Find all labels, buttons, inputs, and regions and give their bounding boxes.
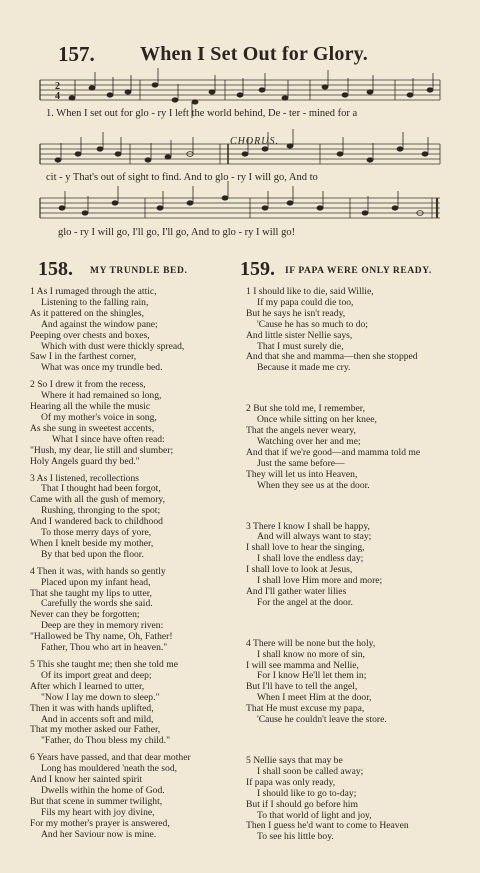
section-158-number: 158. (38, 258, 73, 280)
verse-line: 6 Years have passed, and that dear mother (30, 752, 191, 764)
section-158-text (30, 287, 235, 847)
stanza (246, 522, 451, 609)
verse-line: 2 But she told me, I remember, (246, 403, 365, 415)
verse-line: 2 So I drew it from the recess, (30, 379, 146, 391)
verse-line: I shall love to look at Jesus, (246, 564, 353, 576)
verse-line: That she taught my lips to utter, (30, 587, 152, 599)
stanza (30, 380, 235, 467)
music-notation (0, 0, 480, 250)
verse-line: Never can they be forgotten; (30, 609, 140, 621)
verse-line: That my mother asked our Father, (30, 724, 161, 736)
verse-line: When they see us at the door. (257, 479, 370, 491)
stanza (246, 287, 451, 374)
verse-line: That He must excuse my papa, (246, 703, 365, 715)
verse-line: 5 Nellie says that may be (246, 755, 343, 766)
verse-line: To see his little boy. (257, 831, 334, 843)
verse-line: Fils my heart with joy divine, (41, 806, 155, 818)
verse-line: Of my mother's voice in song, (41, 411, 157, 423)
stanza (30, 474, 235, 561)
hymn-lyrics-line-3: glo - ry I will go, I'll go, I'll go, And to glo - ry I will go! (58, 227, 296, 238)
staff-3 (40, 198, 440, 218)
verse-line: Holy Angels guard thy bed." (30, 455, 140, 467)
verse-line: When I meet Him at the door, (257, 692, 372, 704)
verse-line: Father, Thou who art in heaven." (41, 642, 168, 654)
verse-line: I shall love to hear the singing, (246, 542, 365, 554)
verse-line: "Now I lay me down to sleep." (41, 691, 160, 703)
verse-line: I will see mamma and Nellie, (246, 659, 359, 671)
verse-line: To those merry days of yore, (41, 527, 152, 539)
stanza (30, 753, 235, 840)
verse-line: If my papa could die too, (257, 296, 354, 308)
verse-line: 4 Then it was, with hands so gently (30, 565, 166, 577)
verse-line: I shall love Him more and more; (257, 575, 383, 587)
verse-line: But that scene in summer twilight, (30, 795, 163, 807)
verse-line: 'Cause he couldn't leave the store. (257, 714, 387, 726)
hymn-title: When I Set Out for Glory. (140, 43, 368, 65)
stanza (30, 660, 235, 747)
verse-line: Deep are they in memory riven: (41, 620, 164, 632)
verse-line: Of its import great and deep; (41, 669, 152, 681)
verse-line: For the angel at the door. (257, 596, 353, 608)
verse-line: And her Saviour now is mine. (41, 828, 157, 840)
section-158-title: MY TRUNDLE BED. (90, 266, 188, 276)
verse-line: As it pattered on the shingles, (30, 307, 145, 319)
hymn-lyrics-line-2: cit - y That's out of sight to find. And to glo - ry I will go, And to (46, 172, 318, 183)
verse-line: To that world of light and joy, (257, 809, 372, 821)
time-signature (55, 81, 60, 102)
verse-line: "Hush, my dear, lie still and slumber; (30, 444, 174, 456)
stanza (246, 639, 451, 726)
verse-line: Listening to the falling rain, (41, 296, 149, 308)
verse-line: That the angels never weary, (246, 425, 356, 437)
verse-line: 3 There I know I shall be happy, (246, 520, 370, 532)
verse-line: I shall soon be called away; (257, 765, 364, 777)
stanza (30, 567, 235, 654)
verse-line: And against the window pane; (41, 318, 158, 330)
verse-line: "Father, do Thou bless my child." (41, 735, 171, 747)
verse-line: I should like to go to-day; (257, 787, 357, 799)
verse-line: Then I guess he'd want to come to Heaven (246, 820, 409, 832)
verse-line: 1 As I rumaged through the attic, (30, 286, 157, 297)
hymn-lyrics-line-1: 1. When I set out for glo - ry I left the world behind, De - ter - mined for a (46, 108, 358, 119)
verse-line: Dwells within the home of God. (41, 784, 165, 796)
verse-line: And I'll gather water lilies (246, 585, 347, 597)
verse-line: I shall know no more of sin, (257, 648, 365, 660)
verse-line: 3 As I listened, recollections (30, 472, 139, 484)
verse-line: And I know her sainted spirit (30, 774, 143, 786)
verse-line: 4 There will be none but the holy, (246, 637, 376, 649)
verse-line: Came with all the gush of memory, (30, 494, 165, 506)
verse-line: 1 I should like to die, said Willie, (246, 286, 374, 297)
svg-text:4: 4 (55, 91, 60, 102)
chorus-label: CHORUS. (230, 136, 279, 147)
verse-line: For my mother's prayer is answered, (30, 817, 170, 829)
verse-line: And will always want to stay; (257, 531, 372, 543)
verse-line: What I since have often read: (52, 433, 165, 445)
verse-line: That I thought had been forgot, (41, 483, 161, 495)
verse-line: As she sung in sweetest accents, (30, 422, 155, 434)
verse-line: Rushing, thronging to the spot; (41, 505, 161, 517)
verse-line: Carefully the words she said. (41, 598, 153, 610)
verse-line: And I wandered back to childhood (30, 516, 163, 528)
verse-line: Saw I in the farthest corner, (30, 351, 137, 363)
verse-line: Once while sitting on her knee, (257, 414, 377, 426)
svg-text:2: 2 (55, 81, 60, 92)
hymn-number: 157. (58, 42, 95, 66)
verse-line: Then it was with hands uplifted, (30, 702, 154, 714)
verse-line: I shall love the endless day; (257, 553, 364, 565)
verse-line: That I must surely die, (257, 340, 344, 352)
verse-line: Just the same before— (257, 457, 345, 469)
verse-line: And that if we're good—and mamma told me (246, 446, 421, 458)
stanza (30, 287, 235, 374)
section-159-number: 159. (240, 258, 275, 280)
section-159-text (246, 287, 451, 873)
verse-line: Hearing all the while the music (30, 401, 151, 413)
verse-line: And in accents soft and mild, (41, 713, 154, 725)
section-159-title: IF PAPA WERE ONLY READY. (285, 266, 432, 276)
verse-line: Watching over her and me; (257, 435, 361, 447)
verse-line: When I knelt beside my mother, (30, 537, 154, 549)
verse-line: But if I should go before him (246, 798, 358, 810)
verse-line: "Hallowed be Thy name, Oh, Father! (30, 631, 173, 643)
verse-line: What was once my trundle bed. (41, 362, 163, 374)
verse-line: Which with dust were thickly spread, (41, 340, 185, 352)
verse-line: But I'll have to tell the angel, (246, 681, 358, 693)
verse-line: Placed upon my infant head, (41, 576, 151, 588)
verse-line: Peeping over chests and boxes, (30, 329, 150, 341)
verse-line: And little sister Nellie says, (246, 329, 353, 341)
verse-line: By that bed upon the floor. (41, 548, 144, 560)
verse-line: 5 This she taught me; then she told me (30, 659, 178, 670)
verse-line: But he says he isn't ready, (246, 307, 346, 319)
verse-line: After which I learned to utter, (30, 680, 145, 692)
verse-line: And that she and mamma—then she stopped (246, 351, 418, 363)
verse-line: Because it made me cry. (257, 362, 351, 374)
verse-line: Where it had remained so long, (41, 390, 162, 402)
verse-line: Long has mouldered 'neath the sod, (41, 763, 178, 775)
verse-line: If papa was only ready, (246, 776, 336, 788)
verse-line: They will let us into Heaven, (246, 468, 358, 480)
verse-line: For I know He'll let them in; (257, 670, 367, 682)
stanza (246, 756, 451, 843)
verse-line: 'Cause he has so much to do; (257, 318, 368, 330)
stanza (246, 404, 451, 491)
